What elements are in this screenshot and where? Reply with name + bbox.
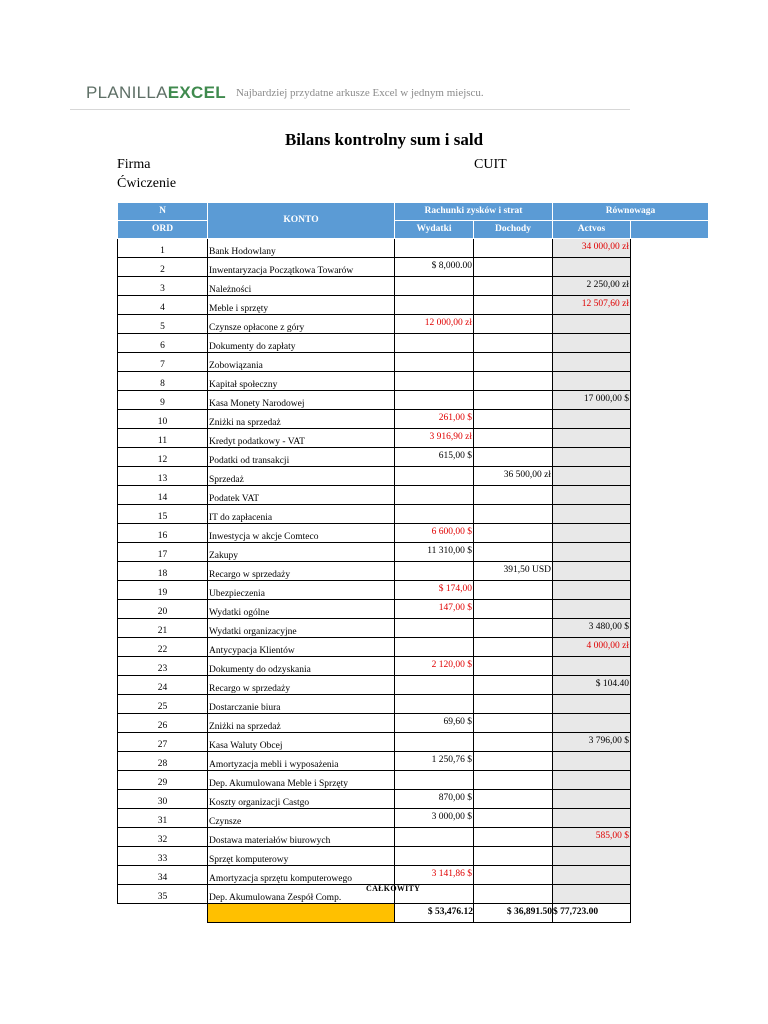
row-konto[interactable]: Sprzęt komputerowy bbox=[208, 847, 395, 866]
row-wydatki[interactable] bbox=[395, 562, 474, 581]
row-ord[interactable]: 32 bbox=[118, 828, 208, 847]
row-ord[interactable]: 30 bbox=[118, 790, 208, 809]
row-spacer bbox=[631, 467, 709, 486]
row-actvos[interactable] bbox=[553, 524, 631, 543]
row-wydatki[interactable]: $ 8,000.00 bbox=[395, 258, 474, 277]
row-dochody[interactable] bbox=[474, 714, 553, 733]
row-dochody[interactable] bbox=[474, 543, 553, 562]
row-ord[interactable]: 31 bbox=[118, 809, 208, 828]
row-konto[interactable]: Meble i sprzęty bbox=[208, 296, 395, 315]
row-ord[interactable]: 18 bbox=[118, 562, 208, 581]
total-label-cell bbox=[208, 904, 395, 923]
row-wydatki[interactable]: 3 000,00 $ bbox=[395, 809, 474, 828]
row-actvos[interactable] bbox=[553, 429, 631, 448]
brand-logo[interactable] bbox=[86, 83, 226, 103]
row-spacer bbox=[631, 239, 709, 258]
row-dochody[interactable] bbox=[474, 695, 553, 714]
row-konto[interactable]: Recargo w sprzedaży bbox=[208, 562, 395, 581]
row-actvos[interactable] bbox=[553, 467, 631, 486]
row-actvos[interactable]: 4 000,00 zł bbox=[553, 638, 631, 657]
row-wydatki[interactable] bbox=[395, 296, 474, 315]
row-dochody[interactable] bbox=[474, 315, 553, 334]
row-dochody[interactable] bbox=[474, 657, 553, 676]
total-wydatki: $ 53,476.12 bbox=[395, 904, 474, 923]
row-ord[interactable]: 4 bbox=[118, 296, 208, 315]
row-konto[interactable]: Bank Hodowlany bbox=[208, 239, 395, 258]
row-ord[interactable]: 13 bbox=[118, 467, 208, 486]
row-dochody[interactable] bbox=[474, 638, 553, 657]
header-rownowaga: Równowaga bbox=[553, 203, 709, 221]
row-dochody[interactable] bbox=[474, 581, 553, 600]
row-dochody[interactable] bbox=[474, 771, 553, 790]
row-wydatki[interactable] bbox=[395, 676, 474, 695]
row-konto[interactable]: Recargo w sprzedaży bbox=[208, 676, 395, 695]
row-spacer bbox=[631, 866, 709, 885]
row-actvos[interactable] bbox=[553, 315, 631, 334]
table-row bbox=[118, 752, 709, 771]
row-ord[interactable]: 26 bbox=[118, 714, 208, 733]
row-actvos[interactable]: 585,00 $ bbox=[553, 828, 631, 847]
row-wydatki[interactable]: 12 000,00 zł bbox=[395, 315, 474, 334]
row-spacer bbox=[631, 448, 709, 467]
row-konto[interactable]: Czynsze opłacone z góry bbox=[208, 315, 395, 334]
row-ord[interactable]: 20 bbox=[118, 600, 208, 619]
row-actvos[interactable]: 3 796,00 $ bbox=[553, 733, 631, 752]
table-row bbox=[118, 391, 709, 410]
row-wydatki[interactable]: 3 141,86 $ bbox=[395, 866, 474, 885]
row-spacer bbox=[631, 809, 709, 828]
row-ord[interactable]: 35 bbox=[118, 885, 208, 904]
brand-logo-part2: EXCEL bbox=[167, 83, 226, 102]
row-konto[interactable]: Dokumenty do zapłaty bbox=[208, 334, 395, 353]
row-wydatki[interactable] bbox=[395, 353, 474, 372]
row-spacer bbox=[631, 391, 709, 410]
row-spacer bbox=[631, 600, 709, 619]
table-row bbox=[118, 638, 709, 657]
table-row bbox=[118, 771, 709, 790]
row-ord[interactable]: 14 bbox=[118, 486, 208, 505]
row-spacer bbox=[631, 828, 709, 847]
row-ord[interactable]: 17 bbox=[118, 543, 208, 562]
row-wydatki[interactable]: 11 310,00 $ bbox=[395, 543, 474, 562]
row-ord[interactable]: 33 bbox=[118, 847, 208, 866]
row-spacer bbox=[631, 429, 709, 448]
row-wydatki[interactable]: 69,60 $ bbox=[395, 714, 474, 733]
row-konto[interactable]: Dostarczanie biura bbox=[208, 695, 395, 714]
row-konto[interactable]: Kasa Waluty Obcej bbox=[208, 733, 395, 752]
row-spacer bbox=[631, 258, 709, 277]
row-wydatki[interactable] bbox=[395, 638, 474, 657]
row-wydatki[interactable]: 2 120,00 $ bbox=[395, 657, 474, 676]
row-wydatki[interactable] bbox=[395, 239, 474, 258]
row-ord[interactable]: 5 bbox=[118, 315, 208, 334]
row-ord[interactable]: 25 bbox=[118, 695, 208, 714]
row-konto[interactable]: IT do zapłacenia bbox=[208, 505, 395, 524]
total-dochody: $ 36,891.50 bbox=[474, 904, 553, 923]
row-dochody[interactable] bbox=[474, 410, 553, 429]
row-dochody[interactable] bbox=[474, 676, 553, 695]
row-actvos[interactable]: 2 250,00 zł bbox=[553, 277, 631, 296]
table-row bbox=[118, 448, 709, 467]
row-konto[interactable]: Dostawa materiałów biurowych bbox=[208, 828, 395, 847]
row-ord[interactable]: 21 bbox=[118, 619, 208, 638]
row-konto[interactable]: Inwestycja w akcje Comteco bbox=[208, 524, 395, 543]
row-konto[interactable]: Dep. Akumulowana Zespół Comp. bbox=[208, 885, 395, 904]
row-ord[interactable]: 9 bbox=[118, 391, 208, 410]
row-actvos[interactable] bbox=[553, 486, 631, 505]
row-spacer bbox=[631, 296, 709, 315]
row-dochody[interactable] bbox=[474, 258, 553, 277]
row-ord[interactable]: 10 bbox=[118, 410, 208, 429]
table-row bbox=[118, 581, 709, 600]
row-konto[interactable]: Kapitał społeczny bbox=[208, 372, 395, 391]
row-wydatki[interactable]: 615,00 $ bbox=[395, 448, 474, 467]
row-actvos[interactable] bbox=[553, 581, 631, 600]
row-konto[interactable]: Koszty organizacji Castgo bbox=[208, 790, 395, 809]
row-spacer bbox=[631, 353, 709, 372]
table-row bbox=[118, 809, 709, 828]
row-dochody[interactable] bbox=[474, 752, 553, 771]
row-dochody[interactable] bbox=[474, 486, 553, 505]
total-actvos: $ 77,723.00 bbox=[553, 904, 631, 923]
row-spacer bbox=[631, 505, 709, 524]
row-konto[interactable]: Zakupy bbox=[208, 543, 395, 562]
row-ord[interactable]: 16 bbox=[118, 524, 208, 543]
row-wydatki[interactable] bbox=[395, 695, 474, 714]
row-dochody[interactable] bbox=[474, 828, 553, 847]
row-spacer bbox=[631, 334, 709, 353]
row-wydatki[interactable]: 261,00 $ bbox=[395, 410, 474, 429]
row-wydatki[interactable]: $ 174,00 bbox=[395, 581, 474, 600]
row-spacer bbox=[631, 410, 709, 429]
row-ord[interactable]: 29 bbox=[118, 771, 208, 790]
brand-logo-part1: PLANILLA bbox=[86, 83, 168, 102]
row-actvos[interactable] bbox=[553, 505, 631, 524]
row-dochody[interactable] bbox=[474, 372, 553, 391]
row-ord[interactable]: 11 bbox=[118, 429, 208, 448]
row-actvos[interactable] bbox=[553, 600, 631, 619]
trial-balance-table bbox=[117, 202, 709, 923]
row-spacer bbox=[631, 676, 709, 695]
row-wydatki[interactable] bbox=[395, 486, 474, 505]
table-row bbox=[118, 657, 709, 676]
row-ord[interactable]: 6 bbox=[118, 334, 208, 353]
table-row bbox=[118, 372, 709, 391]
row-wydatki[interactable]: 3 916,90 zł bbox=[395, 429, 474, 448]
row-dochody[interactable] bbox=[474, 790, 553, 809]
row-dochody[interactable] bbox=[474, 847, 553, 866]
row-spacer bbox=[631, 581, 709, 600]
table-row bbox=[118, 334, 709, 353]
cuit-label: CUIT bbox=[474, 157, 507, 172]
row-dochody[interactable] bbox=[474, 600, 553, 619]
row-dochody[interactable] bbox=[474, 809, 553, 828]
table-row bbox=[118, 524, 709, 543]
row-konto[interactable]: Inwentaryzacja Początkowa Towarów bbox=[208, 258, 395, 277]
row-actvos[interactable] bbox=[553, 334, 631, 353]
row-dochody[interactable] bbox=[474, 277, 553, 296]
table-row bbox=[118, 505, 709, 524]
table-row bbox=[118, 429, 709, 448]
total-label: CAŁKOWITY bbox=[366, 884, 421, 893]
row-ord[interactable]: 2 bbox=[118, 258, 208, 277]
table-row bbox=[118, 866, 709, 885]
row-konto[interactable]: Dep. Akumulowana Meble i Sprzęty bbox=[208, 771, 395, 790]
row-actvos[interactable] bbox=[553, 866, 631, 885]
row-ord[interactable]: 12 bbox=[118, 448, 208, 467]
row-konto[interactable]: Wydatki ogólne bbox=[208, 600, 395, 619]
row-konto[interactable]: Antycypacja Klientów bbox=[208, 638, 395, 657]
row-wydatki[interactable] bbox=[395, 847, 474, 866]
row-dochody[interactable] bbox=[474, 619, 553, 638]
row-konto[interactable]: Amortyzacja mebli i wyposażenia bbox=[208, 752, 395, 771]
row-spacer bbox=[631, 714, 709, 733]
row-konto[interactable]: Należności bbox=[208, 277, 395, 296]
row-dochody[interactable] bbox=[474, 524, 553, 543]
table-row bbox=[118, 353, 709, 372]
row-actvos[interactable] bbox=[553, 714, 631, 733]
table-row bbox=[118, 790, 709, 809]
table-row bbox=[118, 296, 709, 315]
row-spacer bbox=[631, 885, 709, 904]
row-actvos[interactable]: $ 104.40 bbox=[553, 676, 631, 695]
row-actvos[interactable]: 12 507,60 zł bbox=[553, 296, 631, 315]
firma-label: Firma bbox=[117, 157, 151, 172]
row-spacer bbox=[631, 695, 709, 714]
row-dochody[interactable] bbox=[474, 391, 553, 410]
row-spacer bbox=[631, 771, 709, 790]
row-actvos[interactable] bbox=[553, 695, 631, 714]
row-actvos[interactable] bbox=[553, 448, 631, 467]
row-wydatki[interactable]: 6 600,00 $ bbox=[395, 524, 474, 543]
header-n: N bbox=[118, 203, 208, 221]
row-ord[interactable]: 27 bbox=[118, 733, 208, 752]
header-konto: KONTO bbox=[208, 203, 395, 239]
header-blank bbox=[631, 221, 709, 239]
row-spacer bbox=[631, 847, 709, 866]
row-spacer bbox=[631, 315, 709, 334]
row-actvos[interactable] bbox=[553, 847, 631, 866]
row-konto[interactable]: Kasa Monety Narodowej bbox=[208, 391, 395, 410]
row-ord[interactable]: 19 bbox=[118, 581, 208, 600]
row-wydatki[interactable]: 1 250,76 $ bbox=[395, 752, 474, 771]
header-dochody: Dochody bbox=[474, 221, 553, 239]
table-row bbox=[118, 847, 709, 866]
row-dochody[interactable] bbox=[474, 334, 553, 353]
row-dochody[interactable] bbox=[474, 429, 553, 448]
row-actvos[interactable]: 17 000,00 $ bbox=[553, 391, 631, 410]
row-konto[interactable]: Sprzedaż bbox=[208, 467, 395, 486]
row-dochody[interactable] bbox=[474, 505, 553, 524]
header-wydatki: Wydatki bbox=[395, 221, 474, 239]
row-ord[interactable]: 34 bbox=[118, 866, 208, 885]
row-ord[interactable]: 22 bbox=[118, 638, 208, 657]
row-konto[interactable]: Czynsze bbox=[208, 809, 395, 828]
table-row bbox=[118, 410, 709, 429]
row-konto[interactable]: Podatki od transakcji bbox=[208, 448, 395, 467]
row-spacer bbox=[631, 752, 709, 771]
row-konto[interactable]: Wydatki organizacyjne bbox=[208, 619, 395, 638]
table-row bbox=[118, 467, 709, 486]
row-spacer bbox=[631, 733, 709, 752]
row-ord[interactable]: 3 bbox=[118, 277, 208, 296]
row-dochody[interactable] bbox=[474, 885, 553, 904]
table-row bbox=[118, 239, 709, 258]
row-actvos[interactable] bbox=[553, 258, 631, 277]
row-konto[interactable]: Podatek VAT bbox=[208, 486, 395, 505]
row-ord[interactable]: 24 bbox=[118, 676, 208, 695]
table-row bbox=[118, 695, 709, 714]
header-rachunki: Rachunki zysków i strat bbox=[395, 203, 553, 221]
row-wydatki[interactable] bbox=[395, 505, 474, 524]
row-actvos[interactable] bbox=[553, 752, 631, 771]
total-spacer-right bbox=[631, 904, 709, 923]
row-actvos[interactable] bbox=[553, 771, 631, 790]
table-row bbox=[118, 619, 709, 638]
row-dochody[interactable] bbox=[474, 296, 553, 315]
table-row bbox=[118, 543, 709, 562]
row-actvos[interactable] bbox=[553, 353, 631, 372]
table-row bbox=[118, 714, 709, 733]
row-ord[interactable]: 1 bbox=[118, 239, 208, 258]
row-spacer bbox=[631, 657, 709, 676]
cwiczenie-label: Ćwiczenie bbox=[117, 176, 177, 191]
row-ord[interactable]: 7 bbox=[118, 353, 208, 372]
row-dochody[interactable] bbox=[474, 448, 553, 467]
row-actvos[interactable] bbox=[553, 809, 631, 828]
row-actvos[interactable]: 34 000,00 zł bbox=[553, 239, 631, 258]
row-spacer bbox=[631, 638, 709, 657]
row-wydatki[interactable] bbox=[395, 619, 474, 638]
table-row bbox=[118, 258, 709, 277]
row-ord[interactable]: 15 bbox=[118, 505, 208, 524]
row-actvos[interactable] bbox=[553, 790, 631, 809]
table-row bbox=[118, 676, 709, 695]
header-ord: ORD bbox=[118, 221, 208, 239]
row-actvos[interactable]: 3 480,00 $ bbox=[553, 619, 631, 638]
table-row bbox=[118, 600, 709, 619]
document-title: Bilans kontrolny sum i sald bbox=[284, 130, 484, 149]
row-konto[interactable]: Kredyt podatkowy - VAT bbox=[208, 429, 395, 448]
row-wydatki[interactable] bbox=[395, 372, 474, 391]
row-dochody[interactable] bbox=[474, 733, 553, 752]
table-row bbox=[118, 733, 709, 752]
row-konto[interactable]: Dokumenty do odzyskania bbox=[208, 657, 395, 676]
row-wydatki[interactable] bbox=[395, 828, 474, 847]
row-spacer bbox=[631, 790, 709, 809]
row-wydatki[interactable] bbox=[395, 277, 474, 296]
row-spacer bbox=[631, 543, 709, 562]
row-spacer bbox=[631, 372, 709, 391]
row-wydatki[interactable]: 147,00 $ bbox=[395, 600, 474, 619]
header-divider bbox=[70, 109, 630, 110]
row-actvos[interactable] bbox=[553, 543, 631, 562]
row-spacer bbox=[631, 524, 709, 543]
brand-tagline: Najbardziej przydatne arkusze Excel w jednym miejscu. bbox=[235, 87, 484, 99]
row-wydatki[interactable] bbox=[395, 391, 474, 410]
row-dochody[interactable] bbox=[474, 239, 553, 258]
total-spacer bbox=[118, 904, 208, 923]
row-actvos[interactable] bbox=[553, 885, 631, 904]
header-actvos: Actvos bbox=[553, 221, 631, 239]
row-konto[interactable]: Amortyzacja sprzętu komputerowego bbox=[208, 866, 395, 885]
row-konto[interactable]: Zobowiązania bbox=[208, 353, 395, 372]
row-wydatki[interactable]: 870,00 $ bbox=[395, 790, 474, 809]
table-row bbox=[118, 828, 709, 847]
ledger-body bbox=[118, 239, 709, 904]
row-spacer bbox=[631, 619, 709, 638]
row-ord[interactable]: 23 bbox=[118, 657, 208, 676]
row-dochody[interactable]: 391,50 USD bbox=[474, 562, 553, 581]
row-wydatki[interactable] bbox=[395, 771, 474, 790]
row-konto[interactable]: Zniżki na sprzedaż bbox=[208, 714, 395, 733]
table-row bbox=[118, 315, 709, 334]
table-row bbox=[118, 277, 709, 296]
table-row bbox=[118, 562, 709, 581]
brand-header bbox=[86, 80, 484, 106]
row-wydatki[interactable] bbox=[395, 334, 474, 353]
row-spacer bbox=[631, 277, 709, 296]
row-wydatki[interactable] bbox=[395, 733, 474, 752]
row-actvos[interactable] bbox=[553, 562, 631, 581]
row-ord[interactable]: 8 bbox=[118, 372, 208, 391]
row-dochody[interactable] bbox=[474, 353, 553, 372]
row-konto[interactable]: Ubezpieczenia bbox=[208, 581, 395, 600]
row-wydatki[interactable] bbox=[395, 467, 474, 486]
row-spacer bbox=[631, 562, 709, 581]
row-actvos[interactable] bbox=[553, 657, 631, 676]
row-actvos[interactable] bbox=[553, 410, 631, 429]
row-dochody[interactable]: 36 500,00 zł bbox=[474, 467, 553, 486]
table-row bbox=[118, 486, 709, 505]
row-dochody[interactable] bbox=[474, 866, 553, 885]
row-ord[interactable]: 28 bbox=[118, 752, 208, 771]
row-actvos[interactable] bbox=[553, 372, 631, 391]
row-konto[interactable]: Zniżki na sprzedaż bbox=[208, 410, 395, 429]
row-spacer bbox=[631, 486, 709, 505]
